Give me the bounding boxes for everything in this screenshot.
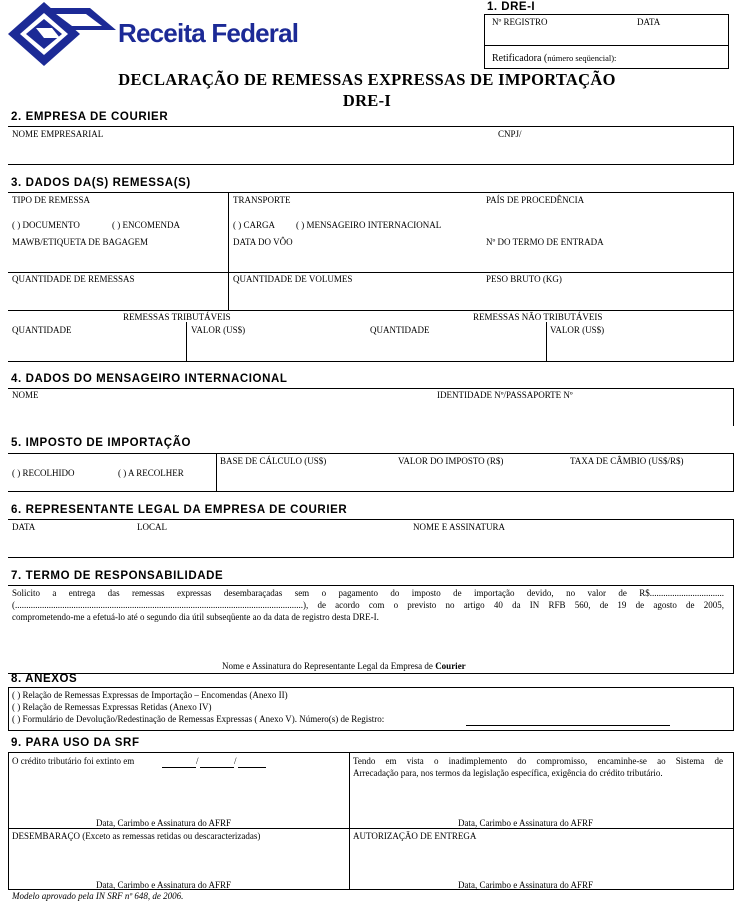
identidade-label: IDENTIDADE Nº/PASSAPORTE Nº xyxy=(437,390,573,400)
anexo-4-checkbox[interactable]: ( ) Relação de Remessas Expressas Retidas (Anexo IV) xyxy=(12,702,212,712)
qtd-remessas-label: QUANTIDADE DE REMESSAS xyxy=(12,274,135,284)
credito-year-field[interactable] xyxy=(238,767,266,768)
receita-federal-logo xyxy=(6,2,302,66)
carga-checkbox[interactable]: ( ) CARGA xyxy=(233,220,275,230)
section-9-heading: 9. PARA USO DA SRF xyxy=(11,737,140,749)
dre-label: 1. DRE-I xyxy=(487,1,536,13)
taxa-cambio-label: TAXA DE CÂMBIO (US$/R$) xyxy=(570,456,684,466)
nao-trib-quantidade-label: QUANTIDADE xyxy=(370,325,430,335)
local-label: LOCAL xyxy=(137,522,167,532)
cnpj-label: CNPJ/ xyxy=(498,129,522,139)
mawb-label: MAWB/ETIQUETA DE BAGAGEM xyxy=(12,237,149,247)
data-representante-label: DATA xyxy=(12,522,36,532)
termo-line-3: comprometendo-me a efetuá-lo até o segundo dia útil subseqüente ao da data de registro desta DRE-I. xyxy=(12,612,379,622)
remessas-tributaveis-label: REMESSAS TRIBUTÁVEIS xyxy=(123,312,231,322)
documento-checkbox[interactable]: ( ) DOCUMENTO xyxy=(12,220,80,230)
credito-extinto-label: O crédito tributário foi extinto em xyxy=(12,756,135,766)
retificadora-label: Retificadora (número seqüencial): xyxy=(492,53,617,64)
data-voo-label: DATA DO VÔO xyxy=(233,237,293,247)
section-6-heading: 6. REPRESENTANTE LEGAL DA EMPRESA DE COURIER xyxy=(11,504,348,516)
trib-valor-label: VALOR (US$) xyxy=(191,325,246,335)
encomenda-checkbox[interactable]: ( ) ENCOMENDA xyxy=(112,220,180,230)
tendo-em-vista-line-1: Tendo em vista o inadimplemento do compromisso, encaminhe-se ao Sistema de xyxy=(353,756,723,766)
nome-mensageiro-label: NOME xyxy=(12,390,39,400)
autorizacao-label: AUTORIZAÇÃO DE ENTREGA xyxy=(353,831,477,841)
base-calculo-label: BASE DE CÁLCULO (US$) xyxy=(220,456,327,466)
desembaraco-label: DESEMBARAÇO (Exceto as remessas retidas ou descaracterizadas) xyxy=(12,831,261,841)
logo-text: Receita Federal xyxy=(118,18,299,48)
trib-quantidade-label: QUANTIDADE xyxy=(12,325,72,335)
modelo-aprovado-footer: Modelo aprovado pela IN SRF nº 648, de 2006. xyxy=(12,891,184,901)
anexo-5-checkbox[interactable]: ( ) Formulário de Devolução/Redestinação de Remessas Expressas ( Anexo V). Número(s) de Registro: xyxy=(12,714,385,724)
form-title: DECLARAÇÃO DE REMESSAS EXPRESSAS DE IMPORTAÇÃO xyxy=(118,70,616,89)
termo-line-1: Solicito a entrega das remessas expressas desembaraçadas sem o pagamento do imposto de importação devido, no valor de R$................................. xyxy=(12,588,724,598)
termo-entrada-label: Nº DO TERMO DE ENTRADA xyxy=(486,237,604,247)
termo-line-2: (................................................................................................................................), de acordo com o previsto no artigo 40 da IN RFB 560, de 19 de agosto de 2005, xyxy=(12,600,724,610)
tendo-em-vista-line-2: Arrecadação para, nos termos da legislação específica, exigência do crédito tributário. xyxy=(353,768,663,778)
numero-registro-field[interactable] xyxy=(466,725,670,726)
section-4-heading: 4. DADOS DO MENSAGEIRO INTERNACIONAL xyxy=(11,373,288,385)
nome-empresarial-label: NOME EMPRESARIAL xyxy=(12,129,104,139)
termo-signature-label: Nome e Assinatura do Representante Legal da Empresa de Courier xyxy=(222,661,466,671)
recolhido-checkbox[interactable]: ( ) RECOLHIDO xyxy=(12,468,75,478)
tipo-remessa-label: TIPO DE REMESSA xyxy=(12,195,91,205)
data-label: DATA xyxy=(637,17,661,27)
mensageiro-checkbox[interactable]: ( ) MENSAGEIRO INTERNACIONAL xyxy=(296,220,442,230)
credito-month-field[interactable] xyxy=(200,767,234,768)
a-recolher-checkbox[interactable]: ( ) A RECOLHER xyxy=(118,468,184,478)
section-7-heading: 7. TERMO DE RESPONSABILIDADE xyxy=(11,570,224,582)
qtd-volumes-label: QUANTIDADE DE VOLUMES xyxy=(233,274,353,284)
section-2-heading: 2. EMPRESA DE COURIER xyxy=(11,111,169,123)
remessas-nao-tributaveis-label: REMESSAS NÃO TRIBUTÁVEIS xyxy=(473,312,603,322)
peso-bruto-label: PESO BRUTO (KG) xyxy=(486,274,562,284)
afrf-signature-4: Data, Carimbo e Assinatura do AFRF xyxy=(458,880,593,890)
form-subtitle: DRE-I xyxy=(342,91,392,110)
registro-label: Nº REGISTRO xyxy=(492,17,548,27)
logo-emblem-icon xyxy=(6,2,116,66)
anexo-2-checkbox[interactable]: ( ) Relação de Remessas Expressas de Importação – Encomendas (Anexo II) xyxy=(12,690,288,700)
valor-imposto-label: VALOR DO IMPOSTO (R$) xyxy=(398,456,504,466)
transporte-label: TRANSPORTE xyxy=(233,195,291,205)
afrf-signature-2: Data, Carimbo e Assinatura do AFRF xyxy=(458,818,593,828)
section-3-heading: 3. DADOS DA(S) REMESSA(S) xyxy=(11,177,191,189)
section-8-heading: 8. ANEXOS xyxy=(11,673,78,685)
afrf-signature-1: Data, Carimbo e Assinatura do AFRF xyxy=(96,818,231,828)
nao-trib-valor-label: VALOR (US$) xyxy=(550,325,605,335)
afrf-signature-3: Data, Carimbo e Assinatura do AFRF xyxy=(96,880,231,890)
pais-procedencia-label: PAÍS DE PROCEDÊNCIA xyxy=(486,195,585,205)
section-5-heading: 5. IMPOSTO DE IMPORTAÇÃO xyxy=(11,437,192,449)
nome-assinatura-label: NOME E ASSINATURA xyxy=(413,522,506,532)
credito-day-field[interactable] xyxy=(162,767,196,768)
